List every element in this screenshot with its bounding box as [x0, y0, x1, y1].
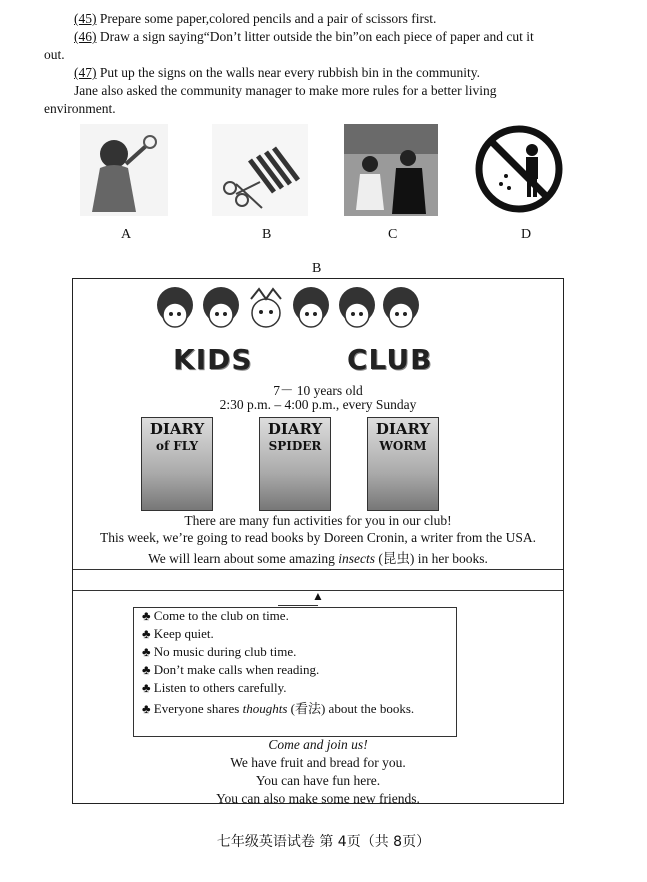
closing-line: We have fruit and bread for you.: [230, 755, 406, 770]
answer-letter: B: [312, 261, 322, 276]
item-text: Put up the signs on the walls near every rubbish bin in the community.: [99, 65, 480, 80]
rule-item: ♣ Come to the club on time.: [142, 608, 289, 623]
option-label: B: [262, 227, 272, 242]
rule-item: ♣ No music during club time.: [142, 644, 297, 659]
rule-item: ♣ Everyone shares thoughts (看法) about the books.: [142, 701, 415, 716]
item-number: (46): [74, 29, 97, 44]
book-title: DIARY WORM: [375, 420, 431, 453]
no-littering-sign-icon: [474, 124, 562, 216]
description-line: This week, we’re going to read books by Doreen Cronin, a writer from the USA.: [99, 530, 536, 545]
age-range: 7－ 10 years old: [273, 383, 363, 398]
book-cover: [141, 417, 213, 511]
item-text: Draw a sign saying“Don’t litter outside the bin”on each piece of paper and cut it: [99, 29, 534, 44]
girl-and-guard-icon: [344, 124, 438, 216]
pencils-scissors-icon: [212, 124, 308, 216]
club-title-left: KIDS: [173, 343, 253, 376]
option-label: A: [121, 227, 132, 242]
item-46-continued: out.: [44, 47, 65, 62]
paragraph-line: environment.: [44, 101, 116, 116]
item-text: Prepare some paper,colored pencils and a pair of scissors first.: [99, 11, 437, 26]
closing-line: You can have fun here.: [255, 773, 381, 788]
join-line: Come and join us!: [268, 737, 368, 752]
description-line: We will learn about some amazing insects (昆虫) in her books.: [148, 551, 488, 566]
closing-line: You can also make some new friends.: [216, 791, 420, 806]
item-47: [74, 65, 480, 81]
option-label: D: [521, 227, 532, 242]
book-cover: [259, 417, 331, 511]
rules-marker: ▲: [312, 589, 324, 603]
item-number: (45): [74, 11, 97, 26]
description-line: There are many fun activities for you in our club!: [184, 513, 452, 528]
club-time: 2:30 p.m. – 4:00 p.m., every Sunday: [219, 397, 417, 412]
paragraph-line: Jane also asked the community manager to make more rules for a better living: [74, 83, 497, 98]
item-number: (47): [74, 65, 97, 80]
club-title-right: CLUB: [347, 343, 433, 376]
rule-item: ♣ Don’t make calls when reading.: [142, 662, 320, 677]
page-footer: 七年级英语试卷 第 4页（共 8页）: [216, 834, 431, 850]
book-cover: [367, 417, 439, 511]
rules-box: [133, 607, 457, 737]
picture-options: [0, 124, 647, 244]
book-title: DIARY SPIDER: [267, 420, 323, 453]
kids-faces-icon: [151, 283, 425, 341]
girl-decorating-icon: [80, 124, 168, 216]
item-46: [74, 29, 534, 45]
rule-item: ♣ Keep quiet.: [142, 626, 214, 641]
kids-club-poster: [72, 278, 564, 804]
book-title: DIARY of FLY: [149, 420, 205, 453]
item-45: [74, 11, 436, 27]
divider: [73, 569, 563, 570]
marker-underline: [278, 605, 318, 606]
option-label: C: [388, 227, 398, 242]
rule-item: ♣ Listen to others carefully.: [142, 680, 287, 695]
